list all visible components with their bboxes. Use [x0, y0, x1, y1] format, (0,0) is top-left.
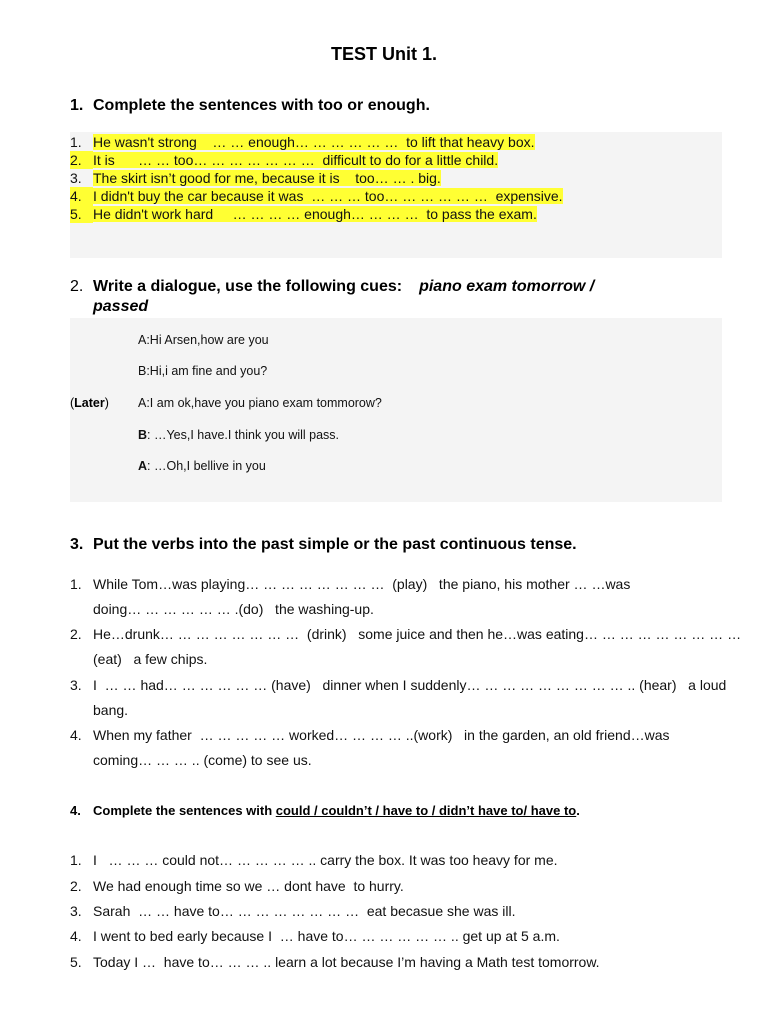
section3-number: 3.	[70, 536, 84, 553]
section2-heading	[70, 277, 594, 297]
section2-heading-cont	[93, 297, 148, 317]
section4-options: could / couldn’t / have to / didn’t have to/ have to	[275, 803, 577, 818]
answer-highlight: He didn't work hard … … … … enough… … … … to pass the exam.	[93, 206, 537, 222]
answer-highlight: I didn't buy the car because it was … … … too… … … … … … expensive.	[93, 188, 563, 204]
section3-item: 4. When my father … … … … … worked… … … … ..(work) in the garden, an old friend…was	[70, 727, 670, 743]
section2-number: 2.	[70, 278, 84, 295]
section3-item-cont: (eat) a few chips.	[93, 651, 208, 667]
section4-item: 1. I … … … could not… … … … … .. carry the box. It was too heavy for me.	[70, 852, 558, 868]
section1-item: 3. The skirt isn’t good for me, because it is too… … . big.	[70, 170, 441, 186]
answer-highlight: He wasn't strong … … enough… … … … … … to lift that heavy box.	[93, 134, 535, 150]
dialogue-line: B:Hi,i am fine and you?	[138, 364, 268, 378]
section3-item-cont: doing… … … … … … .(do) the washing-up.	[93, 601, 374, 617]
section4-item: 5. Today I … have to… … … .. learn a lot because I’m having a Math test tomorrow.	[70, 954, 600, 970]
section4-item: 3. Sarah … … have to… … … … … … … … eat becasue she was ill.	[70, 903, 516, 919]
speaker-label: B	[138, 428, 148, 442]
dialogue-line: B: …Yes,I have.I think you will pass.	[138, 428, 340, 442]
later-label: (Later)	[70, 396, 109, 410]
section1-item: 2. It is … … too… … … … … … … difficult to do for a little child.	[70, 152, 499, 168]
section1-heading-text: Complete the sentences with too or enough.	[93, 97, 430, 114]
speaker-label: A	[138, 459, 148, 473]
section1-heading	[70, 96, 430, 116]
section4-heading: 4. Complete the sentences with could / couldn’t / have to / didn’t have to/ have to.	[70, 801, 580, 821]
section3-item: 3. I … … had… … … … … … (have) dinner when I suddenly… … … … … … … … … .. (hear) a loud	[70, 677, 727, 693]
section1-number: 1.	[70, 97, 84, 114]
section3-item-cont: bang.	[93, 702, 129, 718]
section4-item: 4. I went to bed early because I … have to… … … … … … .. get up at 5 a.m.	[70, 928, 560, 944]
section3-item: 1. While Tom…was playing… … … … … … … … (play) the piano, his mother … …was	[70, 576, 631, 592]
answer-highlight: The skirt isn’t good for me, because it is too… … . big.	[93, 170, 441, 186]
section2-heading-text: Write a dialogue, use the following cues:	[93, 278, 403, 295]
answer-highlight: It is … … too… … … … … … … difficult to do for a little child.	[93, 152, 499, 168]
section2-cue-1: piano exam tomorrow /	[419, 278, 595, 295]
section3-heading-text: Put the verbs into the past simple or the past continuous tense.	[93, 536, 577, 553]
section1-item: 1. He wasn't strong … … enough… … … … … … to lift that heavy box.	[70, 134, 535, 150]
dialogue-line: A:I am ok,have you piano exam tommorow?	[138, 396, 382, 410]
dialogue-line: A:Hi Arsen,how are you	[138, 333, 269, 347]
section4-number: 4.	[70, 803, 81, 818]
page-title: TEST Unit 1.	[330, 44, 437, 64]
section3-heading	[70, 535, 577, 555]
section2-cue-2: passed	[93, 298, 149, 315]
dialogue-line: A: …Oh,I bellive in you	[138, 459, 266, 473]
section3-item-cont: coming… … … .. (come) to see us.	[93, 752, 312, 768]
section4-item: 2. We had enough time so we … dont have to hurry.	[70, 878, 404, 894]
section3-item: 2. He…drunk… … … … … … … … (drink) some juice and then he…was eating… … … … … … … … …	[70, 626, 742, 642]
section1-item: 5. He didn't work hard … … … … enough… … … … to pass the exam.	[70, 206, 537, 222]
section1-item: 4. I didn't buy the car because it was … … … too… … … … … … expensive.	[70, 188, 563, 204]
